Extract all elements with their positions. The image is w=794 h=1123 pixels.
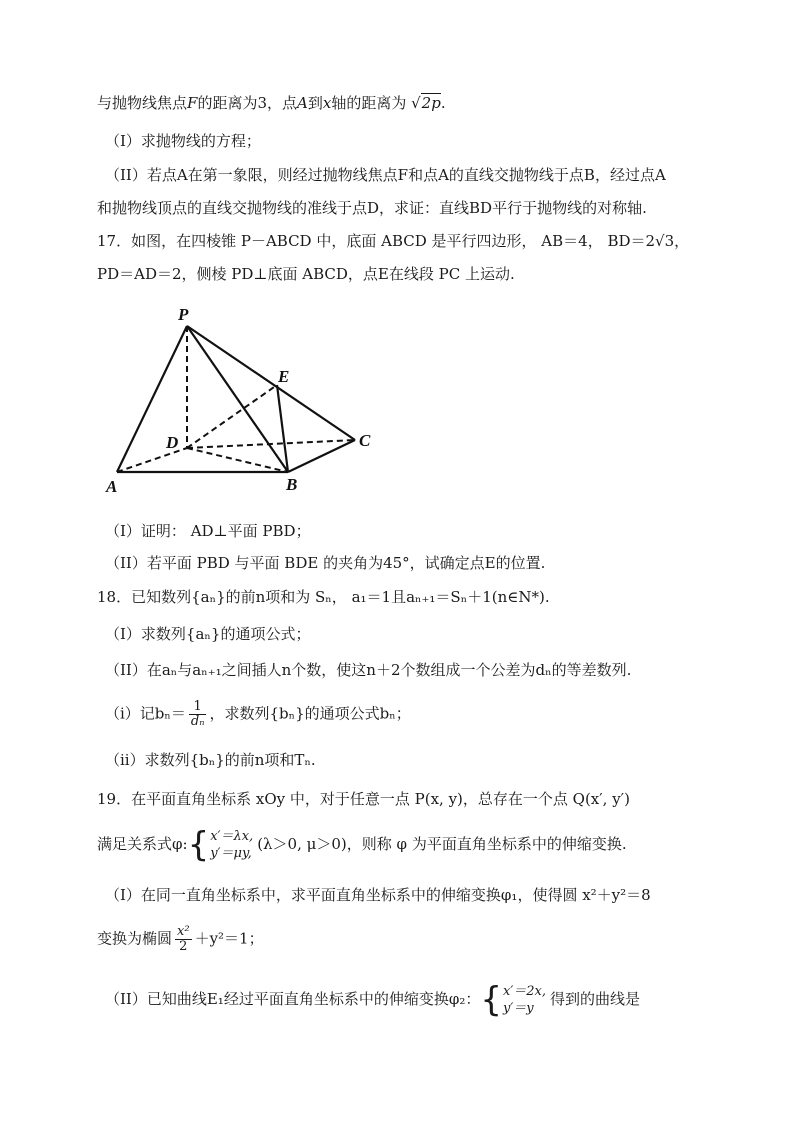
edge-PB <box>187 326 288 472</box>
q18-part1: （I）求数列{aₙ}的通项公式； <box>105 625 311 643</box>
text-segment: . <box>440 94 446 112</box>
brace-symbol: { <box>480 980 502 1020</box>
text-segment: （i）记bₙ＝ <box>105 704 186 723</box>
edge-PC <box>187 326 355 440</box>
text-segment: （II）已知曲线E₁经过平面直角坐标系中的伸缩变换φ₂： <box>105 990 481 1008</box>
q19-part1: （I）在同一直角坐标系中，求平面直角坐标系中的伸缩变换φ₁，使得圆 x²＋y²＝8 <box>105 886 651 904</box>
equation-system <box>210 828 253 862</box>
fraction-denominator: dₙ <box>190 714 205 729</box>
q18-part2-ii: （ii）求数列{bₙ}的前n项和Tₙ. <box>105 751 316 769</box>
fraction-numerator: 1 <box>189 700 207 715</box>
pyramid-figure <box>100 300 390 500</box>
text-segment: 到 <box>307 94 323 112</box>
text-segment: 变换为椭圆 <box>97 929 173 948</box>
edge-BC <box>288 440 355 472</box>
fraction <box>175 925 192 954</box>
text-segment: ＋y²＝1； <box>194 929 264 948</box>
text-segment: x <box>322 94 332 112</box>
system-row: y′＝μy, <box>210 846 252 861</box>
system-row: y′＝y <box>502 1001 534 1016</box>
label-E: E <box>278 367 290 386</box>
brace-symbol: { <box>187 825 210 865</box>
q16-part1: （I）求抛物线的方程； <box>105 132 261 150</box>
label-B: B <box>286 475 298 494</box>
text-segment: 的距离为3，点 <box>197 94 297 112</box>
label-C: C <box>359 431 371 450</box>
q17-part2: （II）若平面 PBD 与平面 BDE 的夹角为45°，试确定点E的位置. <box>105 554 546 572</box>
q18-stem: 18．已知数列{aₙ}的前n项和为 Sₙ， a₁＝1且aₙ₊₁＝Sₙ＋1(n∈N*). <box>97 588 550 606</box>
fraction-numerator: x² <box>177 924 190 939</box>
q19-stem-1: 19．在平面直角坐标系 xOy 中，对于任意一点 P(x, y)，总存在一个点 Q(x′, y′) <box>97 790 630 808</box>
label-D: D <box>166 433 179 452</box>
q16-part2: （II）若点A在第一象限，则经过抛物线焦点F和点A的直线交抛物线于点B，经过点A <box>105 166 666 184</box>
fraction-denominator: 2 <box>179 939 188 954</box>
label-P: P <box>178 305 189 324</box>
text-segment: 与抛物线焦点 <box>97 94 188 112</box>
q19-stem-2 <box>97 825 627 865</box>
q17-part1: （I）证明： AD⊥平面 PBD； <box>105 522 311 540</box>
q16-part2-cont: 和抛物线顶点的直线交抛物线的准线于点D，求证：直线BD平行于抛物线的对称轴. <box>97 199 647 217</box>
q17-stem-2: PD＝AD＝2，侧棱 PD⊥底面 ABCD，点E在线段 PC 上运动. <box>97 265 515 283</box>
system-row: x′＝2x, <box>502 984 547 999</box>
sqrt-radicand: 2p <box>421 94 441 112</box>
label-A: A <box>106 477 118 496</box>
text-segment: (λ＞0, μ＞0)，则称 φ 为平面直角坐标系中的伸缩变换. <box>257 835 627 853</box>
fraction <box>189 700 207 729</box>
text-segment: A <box>296 94 308 112</box>
text-segment: ，求数列{bₙ}的通项公式bₙ； <box>209 704 411 723</box>
text-segment: 满足关系式φ: <box>97 835 188 853</box>
q19-part2 <box>105 980 641 1020</box>
q18-part2: （II）在aₙ与aₙ₊₁之间插人n个数，使这n＋2个数组成一个公差为dₙ的等差数列. <box>105 661 632 679</box>
text-segment: 轴的距离为 <box>331 94 412 112</box>
q17-stem-1: 17．如图，在四棱锥 P－ABCD 中，底面 ABCD 是平行四边形， AB＝4， BD＝2√3， <box>97 232 690 250</box>
q18-part2-i <box>105 700 411 729</box>
system-row: x′＝λx, <box>210 829 254 844</box>
sqrt-symbol: √ <box>411 94 421 112</box>
text-line-1 <box>97 93 446 113</box>
q19-part1-cont <box>97 925 264 954</box>
edge-DE <box>187 385 277 448</box>
text-segment: 得到的曲线是 <box>550 990 641 1008</box>
equation-system <box>503 983 546 1017</box>
text-segment: F <box>187 94 198 112</box>
